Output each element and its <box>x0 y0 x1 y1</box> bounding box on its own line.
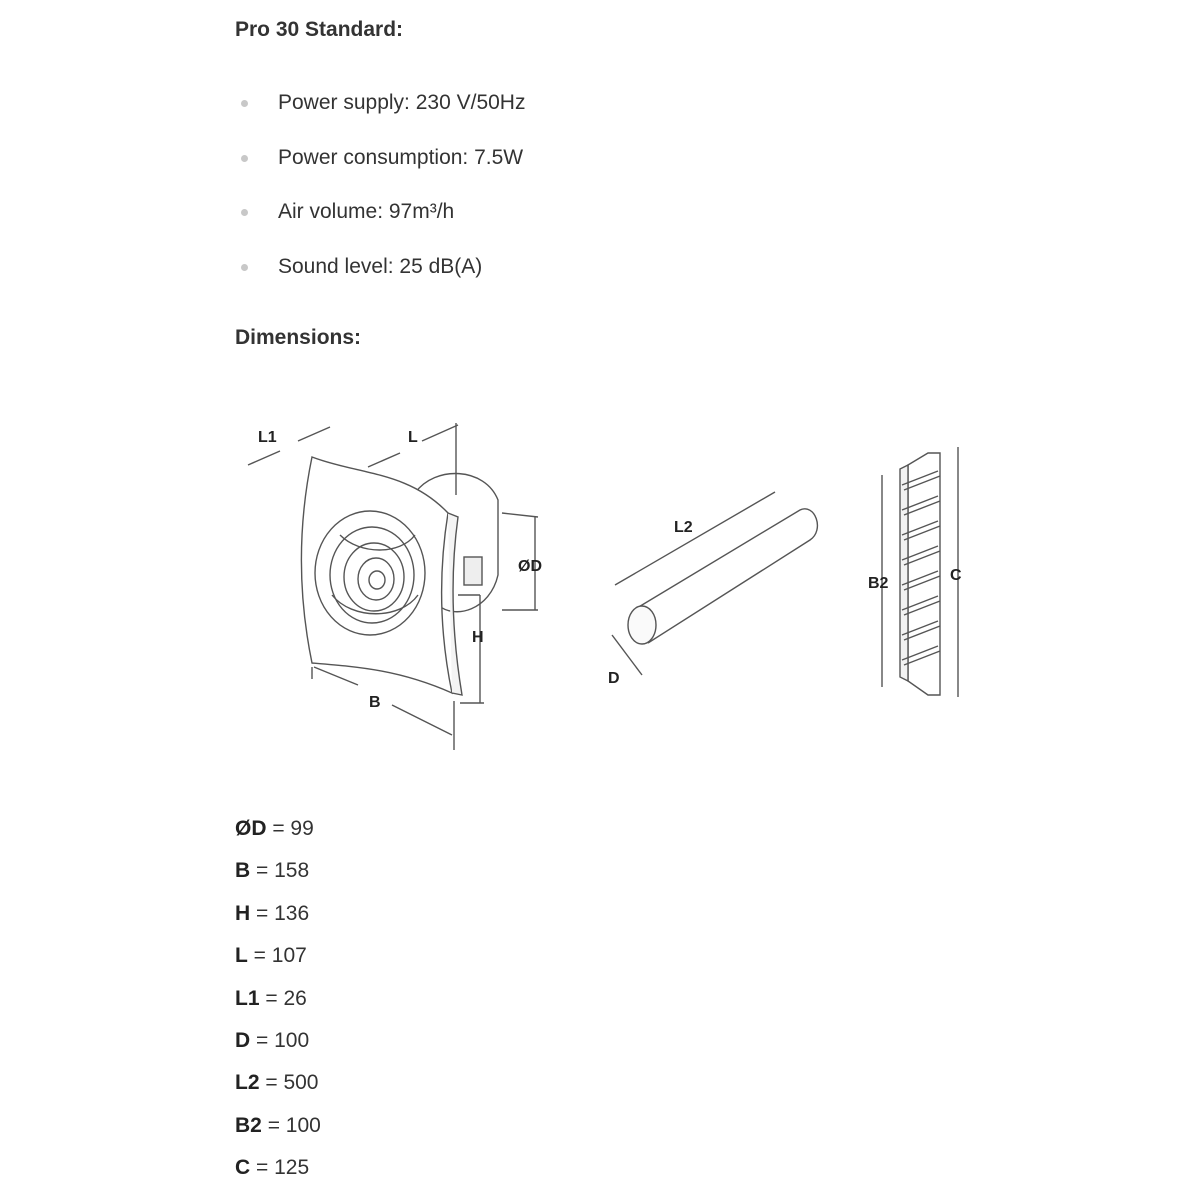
dimension-list <box>235 812 321 1194</box>
bullet-dot-icon <box>241 264 248 271</box>
label-d: D <box>608 670 620 687</box>
dimension-diagram <box>240 405 980 765</box>
label-l: L <box>408 429 418 446</box>
dimension-item: L = 107 <box>235 944 307 968</box>
spec-text: Power supply: 230 V/50Hz <box>278 91 526 114</box>
grille-drawing <box>882 447 958 697</box>
dimension-item: L2 = 500 <box>235 1071 319 1095</box>
label-l2: L2 <box>674 519 693 536</box>
dimension-item: D = 100 <box>235 1028 310 1052</box>
duct-tube-drawing <box>612 492 817 675</box>
bullet-dot-icon <box>241 100 248 107</box>
dimensions-heading: Dimensions: <box>235 326 362 349</box>
dimension-item: ØD = 99 <box>235 817 314 840</box>
spec-item-power-consumption <box>235 141 525 196</box>
dimension-item: C = 125 <box>235 1156 310 1180</box>
dimension-item: B2 = 100 <box>235 1113 321 1137</box>
spec-text: Power consumption: 7.5W <box>278 145 524 169</box>
label-od: ØD <box>518 558 542 575</box>
spec-item-sound-level <box>235 250 525 305</box>
dimension-item: H = 136 <box>235 901 310 925</box>
label-c: C <box>950 567 962 584</box>
dimension-item: B = 158 <box>235 859 310 883</box>
label-l1: L1 <box>258 429 277 446</box>
label-h: H <box>472 629 484 646</box>
spec-text: Air volume: 97m³/h <box>278 200 455 223</box>
bullet-dot-icon <box>241 209 248 216</box>
bullet-dot-icon <box>241 155 248 162</box>
label-b: B <box>369 694 381 711</box>
spec-text: Sound level: 25 dB(A) <box>278 254 483 278</box>
label-b2: B2 <box>868 575 889 592</box>
spec-list <box>235 86 525 304</box>
spec-item-air-volume <box>235 195 525 250</box>
standard-heading: Pro 30 Standard: <box>235 18 404 41</box>
dimension-drawing <box>240 405 980 765</box>
dimension-item: L1 = 26 <box>235 986 307 1010</box>
spec-item-power-supply <box>235 86 525 141</box>
fan-drawing <box>248 423 538 750</box>
